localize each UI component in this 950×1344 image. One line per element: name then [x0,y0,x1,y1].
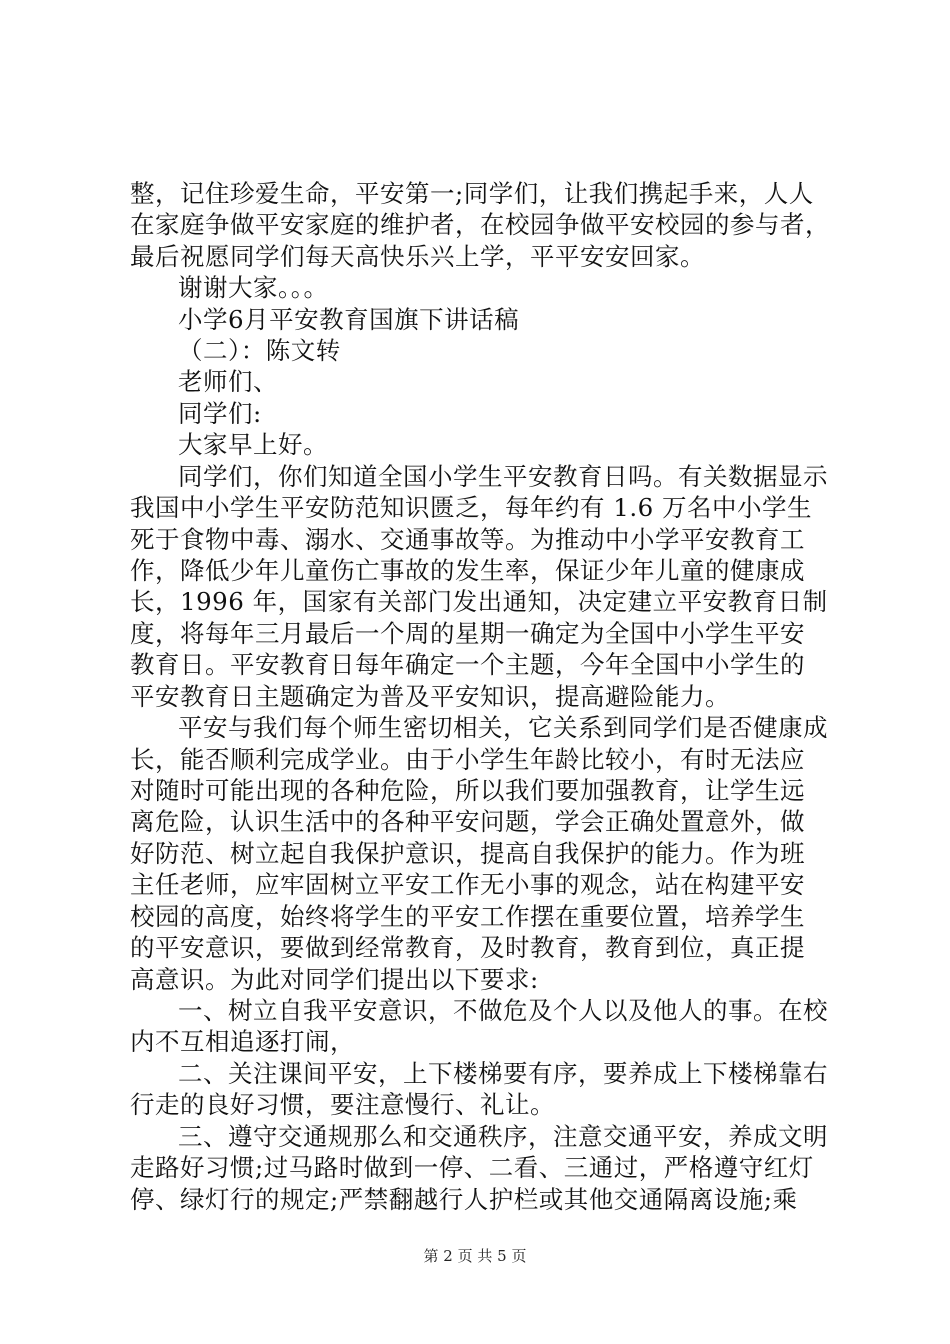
text-line: 小学6月平安教育国旗下讲话稿 [178,305,520,334]
text-line: 最后祝愿同学们每天高快乐兴上学，平平安安回家。 [130,242,705,271]
text-line: 老师们、 [178,367,278,396]
text-line: 三、遵守交通规那么和交通秩序，注意交通平安，养成文明 [178,1122,828,1151]
text-line: 长，1996 年，国家有关部门发出通知，决定建立平安教育日制 [130,587,828,616]
text-line: 好防范、树立起自我保护意识，提高自我保护的能力。作为班 [130,839,805,868]
text-line: 我国中小学生平安防范知识匮乏，每年约有 1.6 万名中小学生 [130,493,813,522]
text-line: 在家庭争做平安家庭的维护者，在校园争做平安校园的参与者， [130,210,830,239]
text-line: 行走的良好习惯，要注意慢行、礼让。 [130,1090,555,1119]
page-footer: 第 2 页 共 5 页 [423,1247,527,1265]
text-line: 同学们: [178,399,262,428]
text-line: 平安与我们每个师生密切相关，它关系到同学们是否健康成 [178,713,828,742]
text-line: 二、关注课间平安，上下楼梯要有序，要养成上下楼梯靠右 [178,1059,828,1088]
text-line: 长，能否顺利完成学业。由于小学生年龄比较小，有时无法应 [130,745,805,774]
text-line: 走路好习惯;过马路时做到一停、二看、三通过，严格遵守红灯 [130,1153,814,1182]
text-line: 谢谢大家。。。 [178,273,329,302]
text-line: 教育日。平安教育日每年确定一个主题，今年全国中小学生的 [130,650,805,679]
text-line: 校园的高度，始终将学生的平安工作摆在重要位置，培养学生 [130,902,805,931]
text-line: 整，记住珍爱生命，平安第一;同学们，让我们携起手来，人人 [130,179,814,208]
text-line: 平安教育日主题确定为普及平安知识，提高避险能力。 [130,682,730,711]
text-line: 大家早上好。 [178,430,328,459]
text-line: 高意识。为此对同学们提出以下要求: [130,965,539,994]
text-line: 的平安意识，要做到经常教育，及时教育，教育到位，真正提 [130,933,805,962]
text-line: 同学们，你们知道全国小学生平安教育日吗。有关数据显示 [178,462,828,491]
text-line: 停、绿灯行的规定;严禁翻越行人护栏或其他交通隔离设施;乘 [130,1185,798,1214]
text-line: 死于食物中毒、溺水、交通事故等。为推动中小学平安教育工 [130,525,805,554]
text-line: 作，降低少年儿童伤亡事故的发生率，保证少年儿童的健康成 [130,556,805,585]
text-line: 主任老师，应牢固树立平安工作无小事的观念，站在构建平安 [130,870,805,899]
text-line: 度，将每年三月最后一个周的星期一确定为全国中小学生平安 [130,619,805,648]
text-line: 离危险，认识生活中的各种平安问题，学会正确处置意外，做 [130,807,805,836]
text-line: 内不互相追逐打闹， [130,1027,355,1056]
text-line: 一、树立自我平安意识，不做危及个人以及他人的事。在校 [178,996,828,1025]
text-line: （二）：陈文转 [178,336,341,365]
text-line: 对随时可能出现的各种危险，所以我们要加强教育，让学生远 [130,776,805,805]
